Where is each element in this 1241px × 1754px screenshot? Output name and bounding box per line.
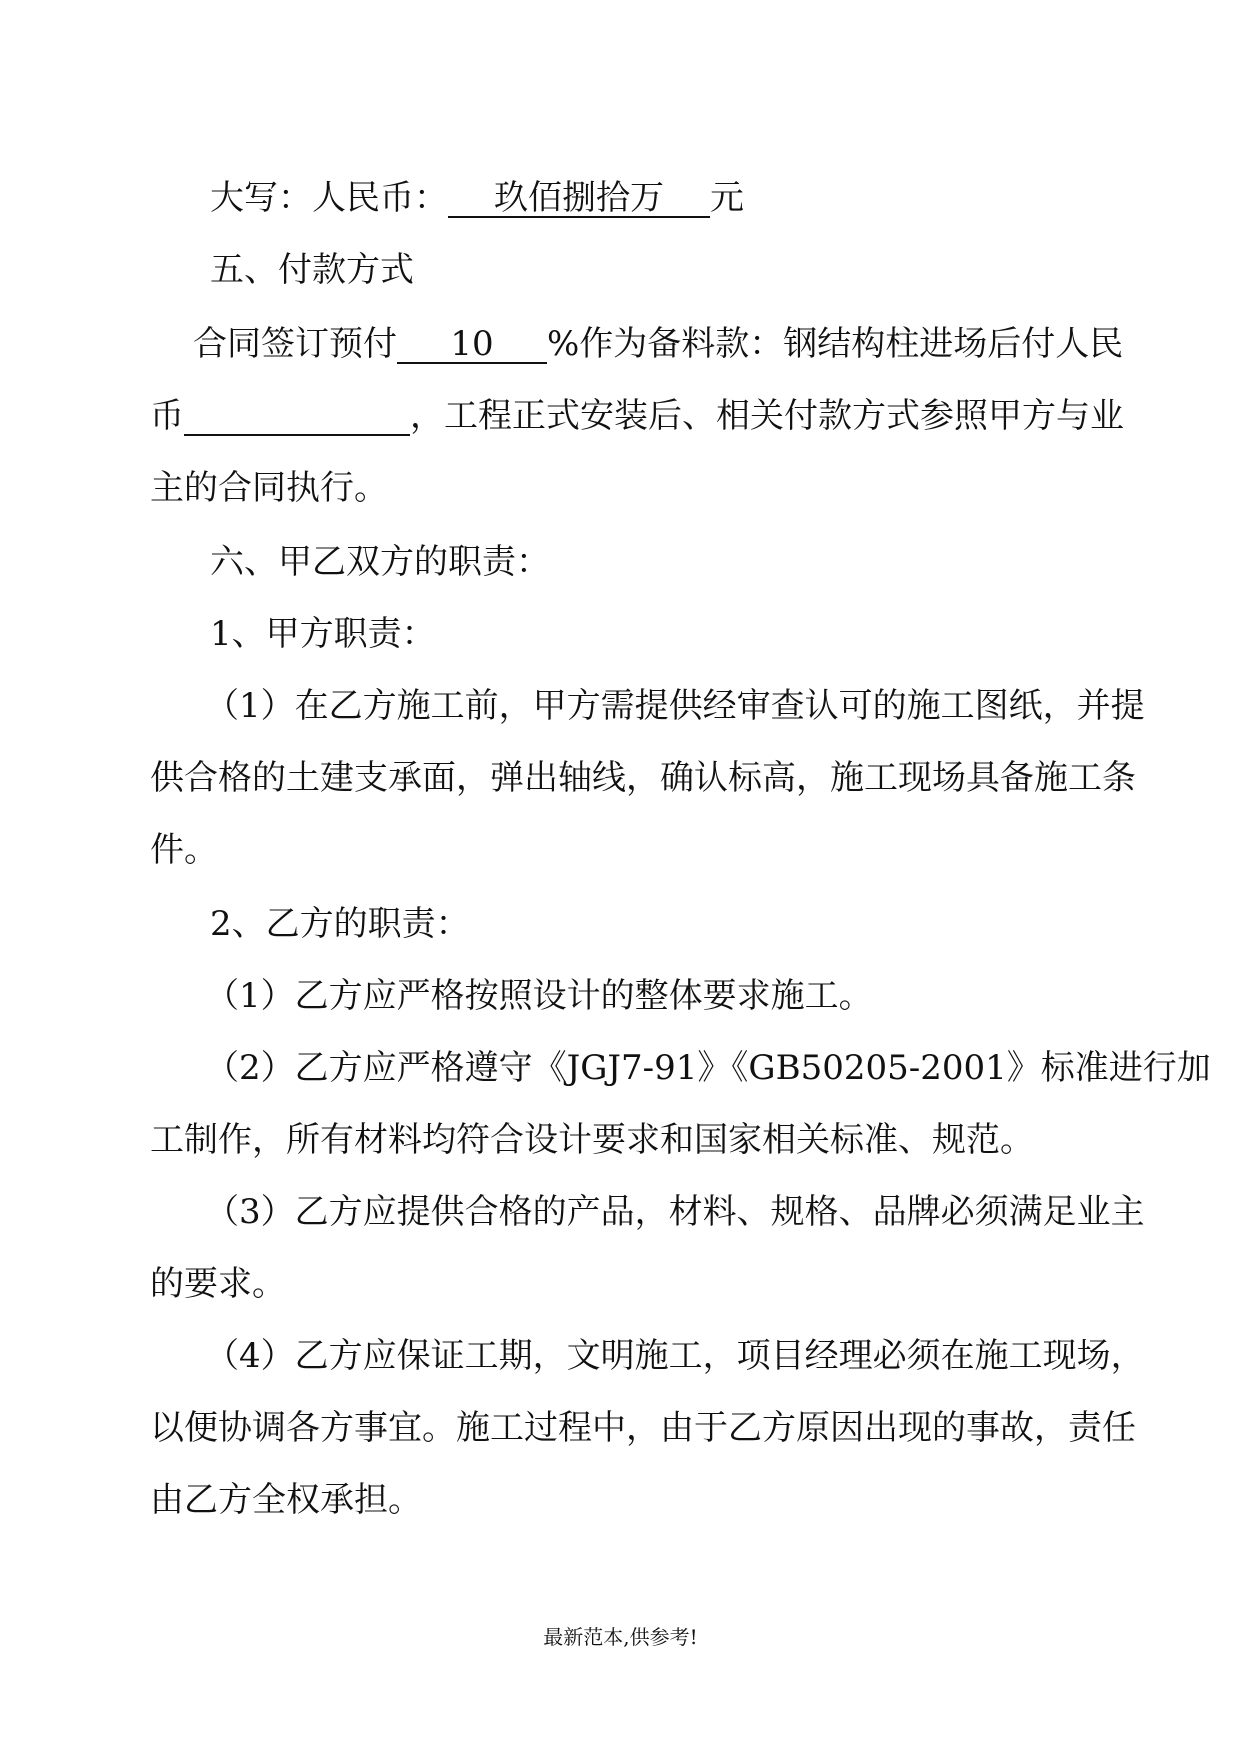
party-b-item1: （1）乙方应严格按照设计的整体要求施工。 — [205, 976, 873, 1016]
payment-suffix: %作为备料款：钢结构柱进场后付人民 — [547, 324, 1124, 364]
party-a-item1-line3: 件。 — [150, 830, 218, 870]
payment-line-3: 主的合同执行。 — [150, 468, 388, 508]
payment-prefix: 合同签订预付 — [193, 324, 397, 364]
footer-note: 最新范本,供参考! — [543, 1625, 698, 1649]
payment-percent: 10 — [397, 326, 547, 364]
amount-label: 大写：人民币： — [210, 178, 448, 218]
party-b-item4-line2: 以便协调各方事宜。施工过程中，由于乙方原因出现的事故，责任 — [150, 1408, 1136, 1448]
party-b-item4-line3: 由乙方全权承担。 — [150, 1480, 422, 1520]
section-5-title: 五、付款方式 — [210, 250, 414, 290]
amount-line — [210, 178, 744, 218]
payment-line-2 — [150, 396, 1124, 436]
payment-blank — [184, 398, 410, 436]
payment-line-1 — [193, 324, 1123, 364]
payment-line2-suffix: ，工程正式安装后、相关付款方式参照甲方与业 — [410, 396, 1124, 436]
section-6-title: 六、甲乙双方的职责： — [210, 542, 550, 582]
amount-value: 玖佰捌拾万 — [448, 180, 710, 218]
party-a-item1-line2: 供合格的土建支承面，弹出轴线，确认标高，施工现场具备施工条 — [150, 758, 1136, 798]
party-a-item1-line1: （1）在乙方施工前，甲方需提供经审查认可的施工图纸，并提 — [205, 686, 1145, 726]
amount-unit: 元 — [710, 178, 744, 218]
party-b-title: 2、乙方的职责： — [210, 904, 470, 944]
party-b-item3-line1: （3）乙方应提供合格的产品，材料、规格、品牌必须满足业主 — [205, 1192, 1145, 1232]
party-b-item3-line2: 的要求。 — [150, 1264, 286, 1304]
payment-line2-prefix: 币 — [150, 396, 184, 436]
party-b-item2-line2: 工制作，所有材料均符合设计要求和国家相关标准、规范。 — [150, 1120, 1034, 1160]
party-b-item4-line1: （4）乙方应保证工期，文明施工，项目经理必须在施工现场， — [205, 1336, 1145, 1376]
party-b-item2-line1: （2）乙方应严格遵守《JGJ7-91》《GB50205-2001》标准进行加 — [205, 1048, 1211, 1088]
party-a-title: 1、甲方职责： — [210, 614, 436, 654]
